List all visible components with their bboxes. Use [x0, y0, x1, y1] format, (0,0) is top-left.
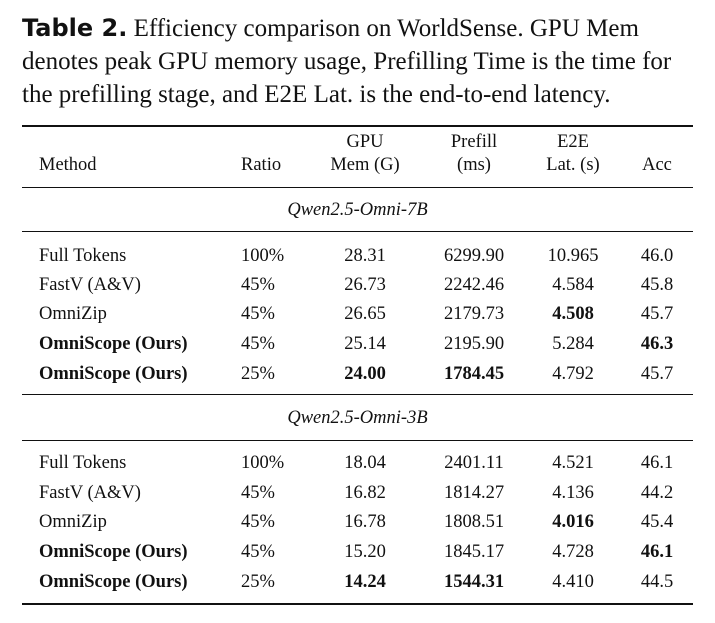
table-top-rule [22, 125, 693, 127]
cell-method: OmniScope (Ours) [39, 364, 188, 384]
cell-ratio: 25% [241, 364, 275, 384]
cell-e2e-lat: 4.410 [552, 572, 594, 592]
cell-e2e-lat: 4.016 [552, 512, 594, 532]
cell-method: OmniZip [39, 512, 107, 532]
cell-acc: 45.4 [640, 512, 674, 532]
cell-method: OmniScope (Ours) [39, 334, 188, 354]
cell-ratio: 45% [241, 275, 275, 295]
header-gpu-mem-line1: GPU [346, 132, 384, 152]
cell-prefill: 1808.51 [443, 512, 505, 532]
section-divider-rule [22, 394, 693, 395]
section-rule [22, 440, 693, 441]
cell-ratio: 100% [241, 453, 285, 473]
header-prefill [424, 131, 524, 177]
cell-ratio: 45% [241, 483, 275, 503]
cell-acc: 44.2 [640, 483, 674, 503]
cell-acc: 46.1 [640, 542, 674, 562]
cell-gpu-mem: 18.04 [344, 453, 386, 473]
cell-acc: 45.8 [640, 275, 674, 295]
table-row [22, 270, 693, 300]
table-row [22, 241, 693, 271]
table-bottom-rule [22, 603, 693, 605]
cell-method: FastV (A&V) [39, 275, 141, 295]
header-gpu-mem [315, 131, 415, 177]
header-acc: Acc [642, 155, 672, 175]
table-caption-text: Efficiency comparison on WorldSense. GPU Mem denotes peak GPU memory usage, Prefilling Time is the time for the prefilling stage, and E2E Lat. is the end-to-end latency. [22, 15, 672, 108]
table-row [22, 359, 693, 389]
table-row [22, 299, 693, 329]
cell-e2e-lat: 4.728 [552, 542, 594, 562]
cell-e2e-lat: 4.136 [552, 483, 594, 503]
cell-acc: 44.5 [640, 572, 674, 592]
header-rule [22, 187, 693, 188]
section-rule [22, 231, 693, 232]
table-row [22, 507, 693, 537]
cell-ratio: 45% [241, 304, 275, 324]
cell-prefill: 6299.90 [443, 246, 505, 266]
header-prefill-line2: (ms) [457, 155, 491, 175]
cell-method: Full Tokens [39, 246, 127, 266]
section-title: Qwen2.5-Omni-3B [287, 408, 428, 428]
cell-prefill: 1544.31 [443, 572, 505, 592]
cell-ratio: 45% [241, 542, 275, 562]
cell-ratio: 45% [241, 334, 275, 354]
header-e2e-lat-line1: E2E [557, 132, 589, 152]
cell-gpu-mem: 24.00 [344, 364, 386, 384]
cell-e2e-lat: 4.508 [552, 304, 594, 324]
cell-e2e-lat: 4.521 [552, 453, 594, 473]
table-row [22, 329, 693, 359]
cell-gpu-mem: 16.82 [344, 483, 386, 503]
cell-ratio: 45% [241, 512, 275, 532]
cell-e2e-lat: 4.792 [552, 364, 594, 384]
cell-gpu-mem: 28.31 [344, 246, 386, 266]
cell-prefill: 2195.90 [443, 334, 505, 354]
cell-acc: 46.0 [640, 246, 674, 266]
cell-method: OmniScope (Ours) [39, 542, 188, 562]
cell-prefill: 1814.27 [443, 483, 505, 503]
header-gpu-mem-line2: Mem (G) [330, 155, 400, 175]
cell-gpu-mem: 26.65 [344, 304, 386, 324]
cell-acc: 46.3 [640, 334, 674, 354]
cell-prefill: 1784.45 [443, 364, 505, 384]
cell-method: Full Tokens [39, 453, 127, 473]
header-method: Method [39, 155, 97, 175]
table-caption-label: Table 2. [22, 14, 128, 42]
table-row [22, 478, 693, 508]
cell-prefill: 2179.73 [443, 304, 505, 324]
cell-method: FastV (A&V) [39, 483, 141, 503]
cell-gpu-mem: 25.14 [344, 334, 386, 354]
cell-acc: 46.1 [640, 453, 674, 473]
cell-e2e-lat: 4.584 [552, 275, 594, 295]
header-prefill-line1: Prefill [450, 132, 498, 152]
cell-gpu-mem: 16.78 [344, 512, 386, 532]
cell-method: OmniScope (Ours) [39, 572, 188, 592]
table-row [22, 448, 693, 478]
header-e2e-lat-line2: Lat. (s) [546, 155, 600, 175]
cell-acc: 45.7 [640, 304, 674, 324]
section-title: Qwen2.5-Omni-7B [287, 200, 428, 220]
table-row [22, 567, 693, 597]
cell-gpu-mem: 15.20 [344, 542, 386, 562]
table-caption [22, 12, 702, 111]
cell-prefill: 2242.46 [443, 275, 505, 295]
cell-prefill: 2401.11 [444, 453, 504, 473]
cell-method: OmniZip [39, 304, 107, 324]
cell-gpu-mem: 26.73 [344, 275, 386, 295]
header-ratio: Ratio [241, 155, 282, 175]
cell-acc: 45.7 [640, 364, 674, 384]
table-row [22, 537, 693, 567]
cell-e2e-lat: 10.965 [547, 246, 599, 266]
header-e2e-lat [523, 131, 623, 177]
cell-ratio: 100% [241, 246, 285, 266]
cell-gpu-mem: 14.24 [344, 572, 386, 592]
cell-ratio: 25% [241, 572, 275, 592]
cell-prefill: 1845.17 [443, 542, 505, 562]
cell-e2e-lat: 5.284 [552, 334, 594, 354]
